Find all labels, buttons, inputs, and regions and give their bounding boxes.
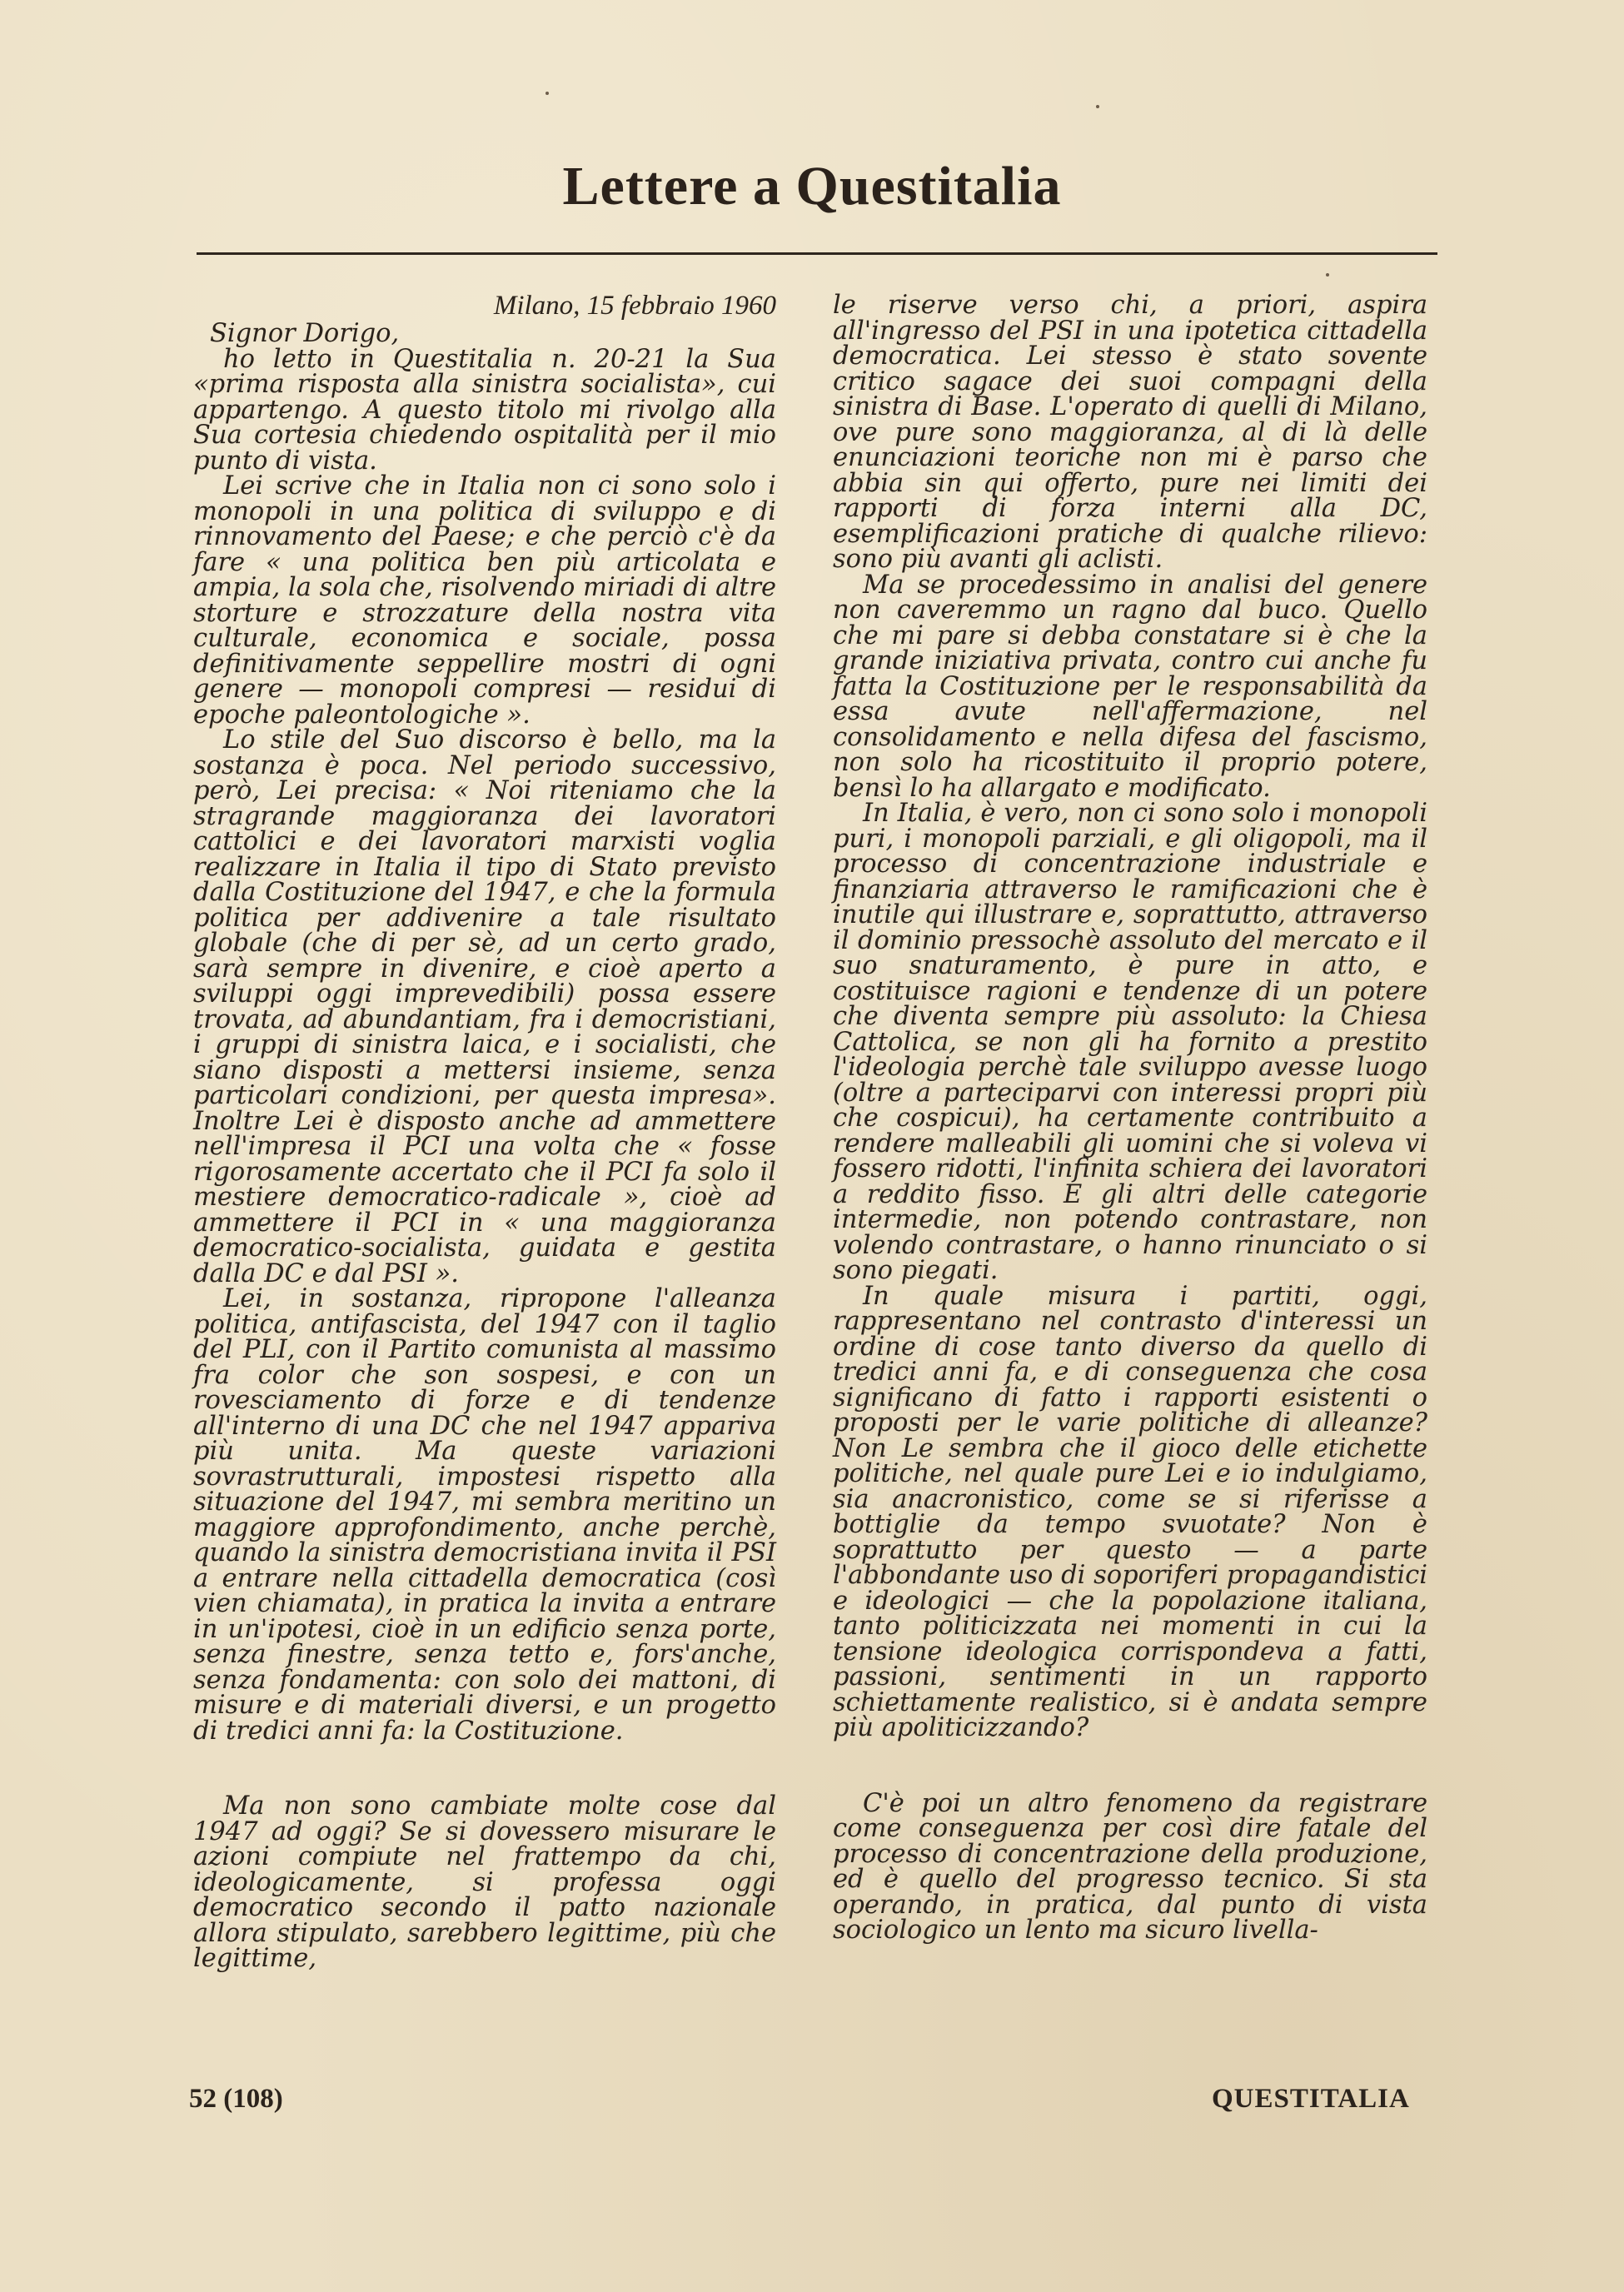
paragraph: Lei, in sostanza, ripropone l'alleanza politica, antifascista, del 1947 con il taglio del PLI, con il Partito comunista al massimo fra color che son sospesi, e con un rovesciamento di forze e di tendenze all'interno di una DC che nel 1947 appariva più unita. Ma queste variazioni sovrastrutturali, impostesi rispetto alla situazione del 1947, mi sembra meritino un maggiore approfondimento, anche perchè, quando la sinistra democristiana invita il PSI a entrare nella cittadella democratica (così vien chiamata), in pratica la invita a entrare in un'ipotesi, cioè in un edificio senza porte, senza finestre, senza tetto e, fors'anche, senza fondamenta: con solo dei mattoni, di misure e di materiali diversi, e un progetto di tredici anni fa: la Costituzione. [193,1284,776,1746]
dateline: Milano, 15 febbraio 1960 [493,291,776,321]
paragraph: In Italia, è vero, non ci sono solo i monopoli puri, i monopoli parziali, e gli oligopoli, ma il processo di concentrazione industriale e finanziaria attraverso le ramificazioni che è inutile qui illustrare e, soprattutto, attraverso il dominio pressochè assoluto del mercato e il suo snaturamento, è pure in atto, e costituisce ragioni e tendenze di un potere che diventa sempre più assoluto: la Chiesa Cattolica, se non gli ha fornito a prestito l'ideologia perchè tale sviluppo avesse luogo (oltre a parteciparvi con interessi propri più che cospicui), ha certamente contribuito a rendere malleabili gli uomini che si voleva vi fossero ridotti, l'infinita schiera dei lavoratori a reddito fisso. E gli altri delle categorie intermedie, non potendo contrastare, non volendo contrastare, o hanno rinunciato o si sono piegati. [833,799,1427,1285]
left-column [193,291,776,1972]
paragraph: Lo stile del Suo discorso è bello, ma la sostanza è poca. Nel periodo successivo, però, Lei precisa: « Noi riteniamo che la stragrande maggioranza dei lavoratori cattolici e dei lavoratori marxisti voglia realizzare in Italia il tipo di Stato previsto dalla Costituzione del 1947, e che la formula politica per addivenire a tale risultato globale (che di per sè, ad un certo grado, sarà sempre in divenire, e cioè aperto a sviluppi oggi imprevedibili) possa essere trovata, ad abundantiam, fra i democristiani, i gruppi di sinistra laica, e i socialisti, che siano disposti a mettersi insieme, senza particolari condizioni, per questa impresa». Inoltre Lei è disposto anche ad ammettere nell'impresa il PCI una volta che « fosse rigorosamente accertato che il PCI fa solo il mestiere democratico-radicale », cioè ad ammettere il PCI in « una maggioranza democratico-socialista, guidata e gestita dalla DC e dal PSI ». [193,725,776,1288]
salutation: Signor Dorigo, [210,319,400,348]
page-title: Lettere a Questitalia [562,156,1062,217]
paragraph: ho letto in Questitalia n. 20-21 la Sua «prima risposta alla sinistra socialista», cui appartengo. A questo titolo mi rivolgo alla Sua cortesia chiedendo ospitalità per il mio punto di vista. [193,344,776,476]
print-speck [1326,273,1329,277]
magazine-name: QUESTITALIA [1212,2084,1410,2114]
print-speck [1096,105,1099,108]
right-column [833,293,1427,1944]
paragraph: le riserve verso chi, a priori, aspira all'ingresso del PSI in una ipotetica cittadella democratica. Lei stesso è stato sovente critico sagace dei suoi compagni della sinistra di Base. L'operato di quelli di Milano, ove pure sono maggioranza, al di là delle enunciazioni teoriche non mi è parso che abbia sin qui offerto, pure nei limiti dei rapporti di forza interni alla DC, esemplificazioni pratiche di qualche rilievo: sono più avanti gli aclisti. [833,291,1427,574]
paragraph: Lei scrive che in Italia non ci sono solo i monopoli in una politica di sviluppo e di rinnovamento del Paese; e che perciò c'è da fare « una politica ben più articolata e ampia, la sola che, risolvendo miriadi di altre storture e strozzature della nostra vita culturale, economica e sociale, possa definitivamente seppellire mostri di ogni genere — monopoli compresi — residui di epoche paleontologiche ». [193,471,776,730]
title-rule [197,252,1437,255]
paragraph: Ma se procedessimo in analisi del genere non caveremmo un ragno dal buco. Quello che mi pare si debba constatare si è che la grande iniziativa privata, contro cui anche fu fatta la Costituzione per le responsabilità da essa avute nell'affermazione, nel consolidamento e nella difesa del fascismo, non solo ha ricostituito il proprio potere, bensì lo ha allargato e modificato. [833,570,1427,803]
page-number: 52 (108) [189,2084,283,2114]
paragraph: In quale misura i partiti, oggi, rappresentano nel contrasto d'interessi un ordine di cose tanto diverso da quello di tredici anni fa, e di conseguenza che cosa significano di fatto i rapporti esistenti o proposti per le varie politiche di alleanze? Non Le sembra che il gioco delle etichette politiche, nel quale pure Lei e io indulgiamo, sia anacronistico, come se si riferisse a bottiglie da tempo svuotate? Non è soprattutto per questo — a parte l'abbondante uso di soporiferi propagandistici e ideologici — che la popolazione italiana, tanto politicizzata nei momenti in cui la tensione ideologica corrispondeva a fatti, passioni, sentimenti in un rapporto schiettamente realistico, si è andata sempre più apoliticizzando? [833,1281,1427,1742]
print-speck [545,92,549,95]
paragraph: C'è poi un altro fenomeno da registrare come conseguenza per così dire fatale del processo di concentrazione della produzione, ed è quello del progresso tecnico. Si sta operando, in pratica, dal punto di vista sociologico un lento ma sicuro livella- [833,1788,1427,1945]
paragraph: Ma non sono cambiate molte cose dal 1947 ad oggi? Se si dovessero misurare le azioni compiute nel frattempo da chi, ideologicamente, si professa oggi democratico secondo il patto nazionale allora stipulato, sarebbero legittime, più che legittime, [193,1791,776,1973]
